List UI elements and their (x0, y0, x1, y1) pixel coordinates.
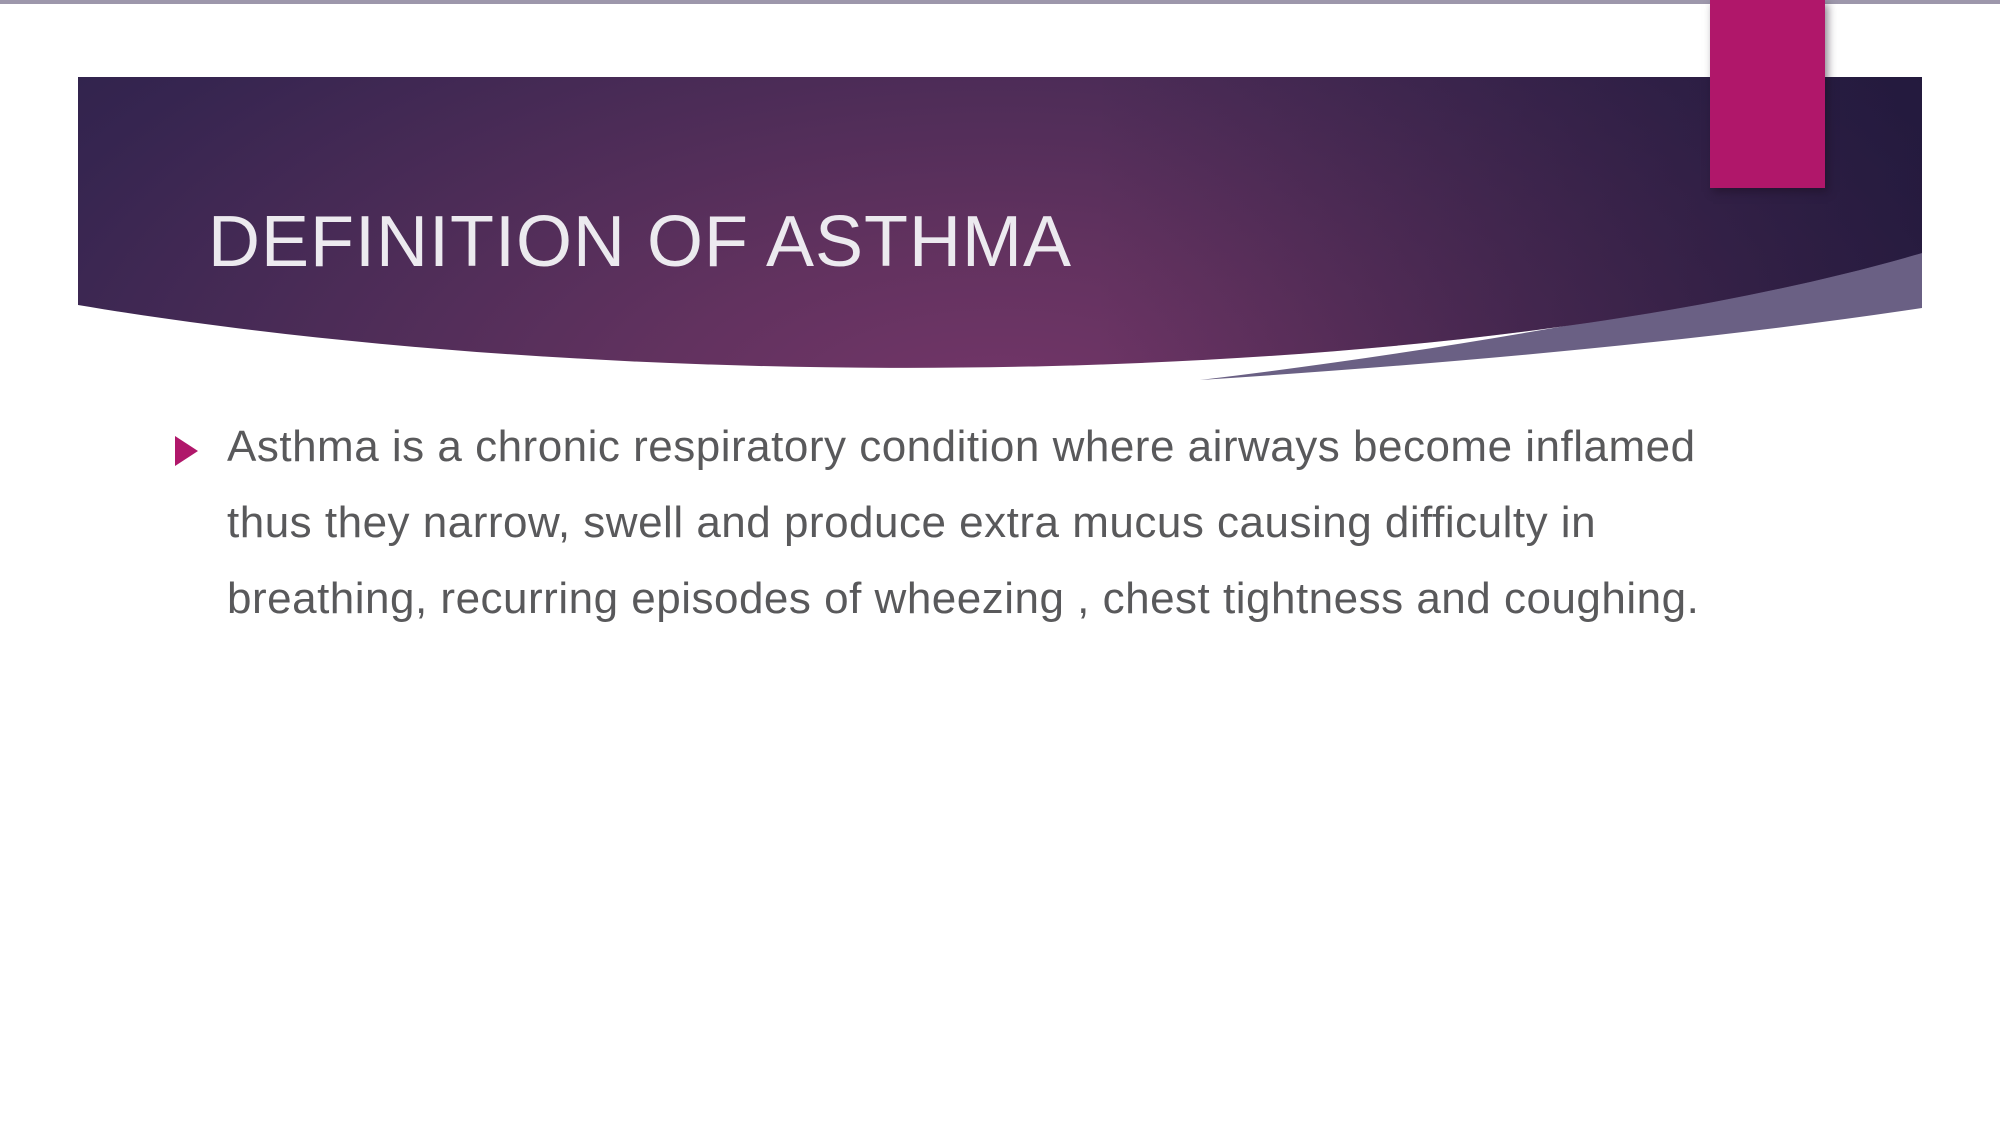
accent-ribbon (1710, 0, 1825, 188)
bullet-text (227, 409, 1699, 637)
bullet-text-line-3: breathing, recurring episodes of wheezing , chest tightness and coughing. (227, 574, 1700, 623)
bullet-text-line-1: Asthma is a chronic respiratory condition where airways become inflamed (227, 422, 1696, 471)
bullet-item (175, 409, 1699, 637)
bullet-text-line-2: thus they narrow, swell and produce extra mucus causing difficulty in (227, 498, 1597, 547)
bullet-triangle-icon (175, 436, 198, 466)
page-title: DEFINITION OF ASTHMA (208, 202, 1073, 282)
